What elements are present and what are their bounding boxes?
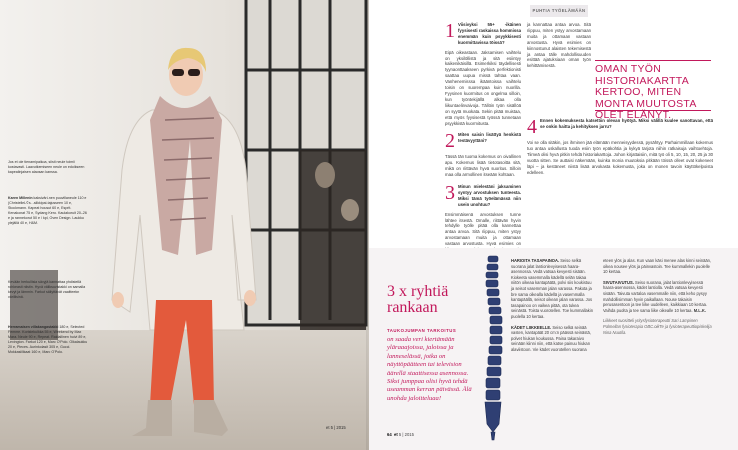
exercise-column-1 [511, 258, 595, 353]
qa-column-2-bottom [527, 118, 713, 175]
credits-2 [8, 325, 88, 355]
exercise-1-heading: HARIOITA TASAPAINOA. [511, 258, 560, 263]
qa-item-2 [445, 130, 521, 153]
credits-1-name: Karen Millenin [8, 196, 33, 200]
caption-bottom-text: Kevään herkullisia sävyjä kannattaa yhdistellä rohkeasti niistin. Hyvä väliksuvistakki on samalla kevyt ja lämmin. Farkut säilyttävät vaaltteekn värillisinä. [8, 280, 86, 299]
caption-top-text: Jos et ole tienamipaikoa, siisti neule toimii kostavasti. Laavutkemiseen neule on edoikseen kapealinjaisen alaosan kanssa. [8, 160, 85, 174]
box-subtitle: TAUKOJUMPAN TARKOITUS [387, 328, 457, 333]
right-page [369, 0, 738, 450]
exercise-2 [511, 325, 595, 353]
page-number: 64 [387, 432, 392, 437]
qa-answer: Eipä oikeastaan. Jaksamisen vaihtelu on yksilöllistä ja sitä esiintyy kaikenikäisillä. Esimerkiksi täydellisesti tyynaonttaakseen pyrkivä perfektionisti saattaa uupua missä tahtaa vaan. Vanhenemisssa ikääntoissa vaihtelu toisin on suorempaa kuin nuorilla. Fyysinen kuormitus on ongelma silloin, kun työntekijällä alkaa olla liikuntaelinvaivoja. Tällöin työn sisällöä on syytä muokata. Sekin pitää muistaa, että myös fyysisestä työssä tunnetaan psyykkistä kuormitusta. [445, 49, 521, 126]
qa-answer-continued: ja kannattaa antaa arvoa. Sitä riippuu, miten ystyy arvostamaan muita ja ottamaan vastaan arvostusta. Hyvä esimies on kiinnostunut alaisten tekemisestä ja antaa tälle mahdollisuuden esittää ajatuksiaan oman työn kehittämisestä. [527, 22, 591, 69]
pull-quote-rule-top [595, 60, 711, 61]
pull-quote: OMAN TYÖN HISTORIAKARTTA KERTOO, MITEN MONTA MUUTOSTA OLET ELÄNYT. [595, 63, 697, 121]
qa-item-3 [445, 184, 521, 208]
qa-question: Ennen kokemuksesta katsettiin olevan hyötyä. Miksi välillä kuulee sanottavan, että se onkin haitta ja kehityksen jarru? [540, 118, 713, 129]
credits-2-name: Herramaisen villakangastakki [8, 325, 59, 329]
credits-2-text: 180 e, Selected Femme. Koristekulkka 55 e, Weekend by Max Mara. Neule 90 e, Repeat. Raidallinen huivi 89 e, Lexington. Farkut 120 e, Marc O'Polo. Olkalaukku 20 e, Pieces. Aurinkolasit 305 e, Gucci. Mokkasiilikaat 160 e, Marc O'Polo. [8, 325, 88, 354]
qa-question: Viisivyksi 55+ -ikäinen fyysisesti raskaissa hommissa enemmän kuin psyykkisesti kuormittavissa töissä? [458, 22, 521, 45]
box-title-line-2: rankaan [387, 299, 438, 316]
exercise-1-body: Seiso selkä suorana jalat lantionlevyisessä haara-asennossa. Vedä vatsaa kevyesti sisään. Kiokeeta vasemmalla kädellä selän takaa niitön oikeaa kantapäätä, polvi siis koukistuu ja seisot vasemman jalan varassa. Pakota ja bre sama oikealla kädellä ja vasemmalla kantapäällä, seisot oikean jalan varassa. Jos tasapainoo on vaikea pitää, ota tukea seinästä. Toista vuorotellen. Toe kummallakin puolella 10 kertaa. [511, 258, 593, 319]
qa-answer: Tässä tän tuoma kokemus on oivallinen apu. Kokemus lisää tietotasoitta sitä, mikä on riittävän hyvä suoritus. Silloin maa olla armollinen itseään kohtaan. [445, 154, 521, 178]
author-initials: M.L.K. [693, 307, 707, 313]
qa-column-2-top [527, 22, 591, 68]
exercise-2-body: Seiso selkä seinää vasten, kantapäät 20 cm:n päässä seinästä, polvet hiukan koukussa. Paina takaraivo seinään kiinni niin, että katse painuu hiukan alaviistoon. Vie kädet vuorotellen suorana [511, 324, 591, 352]
credits-1 [8, 196, 88, 226]
caption-bottom [8, 280, 88, 300]
box-title-line-1: 3 x ryhtiä [387, 283, 449, 300]
qa-number: 3 [445, 182, 455, 205]
exercise-column-2 [603, 258, 715, 335]
credits-1-text: kaksiväri-nen puuvillaneule 110 e (ChristelleL©s. ‐silkkipai-tajusseen 10 e, Stockmann. Kapeat housut 60 e, Esprit. Kenakonat 75 e, Sydang Kero. Kaulakoruit 20–26 e ja rannekorut 50 e / kpl, Oven Design. Laukku ylejällä 40 e, H&M. [8, 196, 87, 225]
caption-top [8, 160, 88, 175]
qa-item-4 [527, 118, 713, 136]
qa-question: Minun mielestäni jaksaminen syntyy arvostuksen tunteesta. Miksi tämä työelämässä niin usein unohtuu? [458, 184, 521, 207]
magazine-name: et [394, 432, 398, 437]
exercise-3 [603, 280, 715, 314]
exercise-2-heading: KÄDET LIIKKEELLE. [511, 324, 552, 330]
qa-column-1 [445, 20, 521, 247]
pull-quote-rule-bottom [595, 110, 711, 111]
exercise-1 [511, 258, 595, 320]
exercise-3-heading: SIVUTAIVUTUS. [603, 279, 634, 285]
qa-item-1 [445, 22, 521, 46]
exercise-credit: Liikkeet suositteli yritysfysioterapeutti Sari Lampinen Palmellan fysioterapia OBC.oikTe ja fysioterapeuttiopiskelija Nina Nuutila. [603, 318, 712, 335]
spine-illustration [479, 252, 507, 442]
section-tab: PUHTIA TYÖELÄMÄÄN [530, 5, 588, 17]
qa-question: Miten saisin lisättyä henkistä testävyyttäni? [458, 132, 521, 144]
qa-answer: Voi se olla sitäkin, jos ihminen jää elämään menneisyydessä, pysähtyy. Parhaimmillaan kokemus tuo antaa uskallusta tuoda esiin työn epäkohtia ja kykyä tarjota niihin ratkaisuja vaihtoehtoja. Tiimeä olisi hyvä pitkin tehdä historiakarttoja. Johon kirjattaisiin, mitä työ oli 5, 10, 15, 20, 25 ja 30 vuotta sitten. Se auttaisi näkemään, kuinka monia muutoksia pitkään töissä olleet ovat kokeneet läpi – ja kestäneet niistä lisää arvokasta kokemusta, joka on monen tavoin käyttökelpoista edelleen. [527, 140, 713, 175]
box-lead: on saada veri kiertämään yläraaajoissa, jaloissa ja lanneselässä, jotka on näyttöpäätteen tai television äärellä staattisessa asennossa. Siksi jumppaa olisi hyvä tehdä useamman kerran päivässä. Älä unohda jaloitteluaa! [387, 336, 472, 402]
folio-left: et 5 | 2015 [326, 425, 346, 430]
qa-number: 1 [445, 20, 455, 42]
qa-number: 4 [527, 116, 537, 138]
exercise-2-continued: eteen ylös ja alas. Kun vaan käsi menee alas kinni seinään, oikea nousee ylös ja päinvastoin. Tee kummallekin puolelle 10 kertaa. [603, 258, 712, 275]
qa-number: 2 [445, 130, 455, 153]
box-title [387, 284, 448, 316]
qa-answer: Ensimmäisenä arvostuksen tunne lähtee itsestä. Omalle, riittävän hyvin tehdylle työlle pitää olla kannettaa antaa arvoa. Sitä riippuu, miten ystyy arvostamaan muita ja ottamaan vastaan arvostusta. Hyvä esimies on [445, 211, 521, 247]
exercise-3-body: Seiso suorana, jalat lantionlevyisessä haara-asennossa, kädet lantiolla. Vedä vatsaa kevyesti sisään. Taivuta vartaloa vasemmalle niin, että keho pysyy mahdollisimman hyvin paikallaan. Nouse takaisin perusasentoon ja tee liike uudelleen, kaikkiaan 10 kertaa. Vaihda puolta ja tee sama liike oikealle 10 kertaa. [603, 279, 708, 313]
issue-number: 5 | 2015 [398, 432, 414, 437]
folio-right [387, 432, 414, 437]
